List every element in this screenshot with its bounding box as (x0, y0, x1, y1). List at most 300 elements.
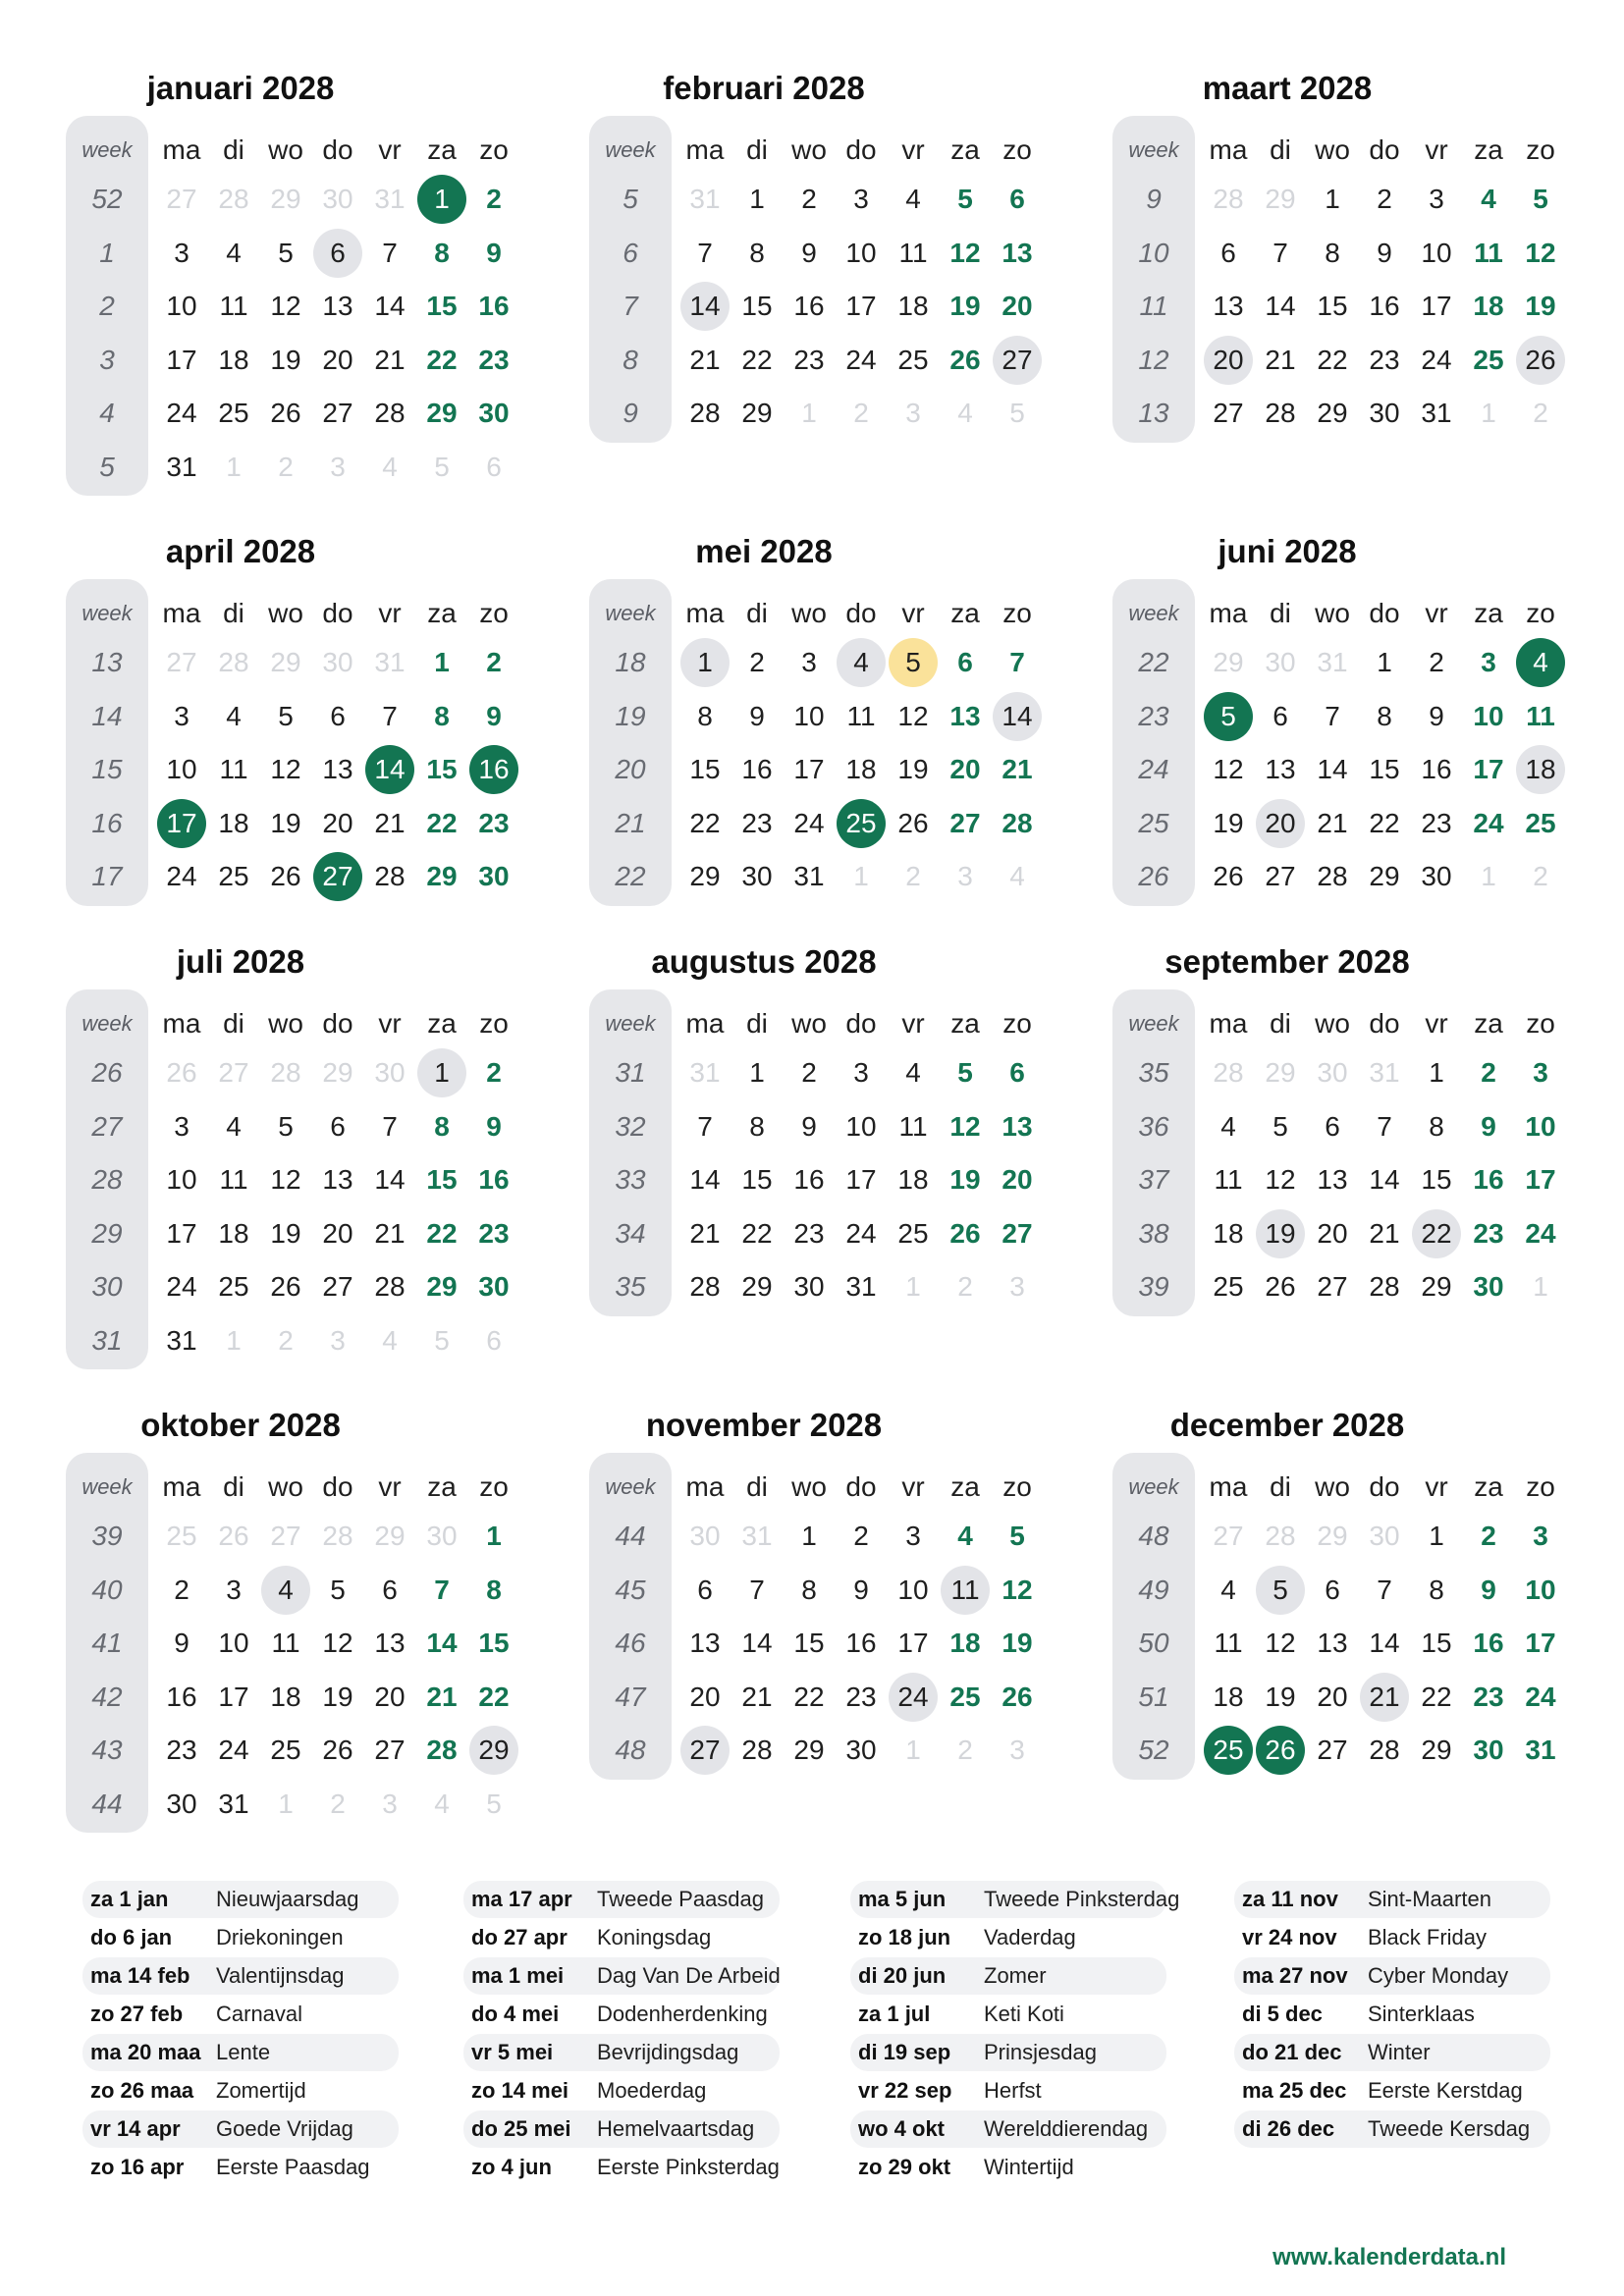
day-cell: 19 (949, 1164, 981, 1195)
day-cell: 26 (1265, 1271, 1296, 1302)
day-cell: 3 (1533, 1057, 1548, 1088)
week-number: 35 (615, 1271, 646, 1302)
highlighted-day: 1 (417, 175, 466, 224)
day-cell: 24 (1421, 344, 1452, 375)
adjacent-month-day: 1 (226, 1324, 242, 1356)
day-cell: 23 (1369, 344, 1400, 375)
week-number: 25 (1138, 807, 1169, 838)
day-cell: 9 (801, 237, 817, 268)
week-number: 49 (1138, 1574, 1169, 1605)
day-cell: 5 (1009, 1521, 1025, 1551)
day-cell: 26 (270, 861, 301, 891)
day-header: wo (268, 1008, 303, 1039)
holiday-row (1234, 2072, 1550, 2109)
day-cell: 4 (1481, 184, 1496, 214)
day-cell: 4 (226, 1110, 242, 1142)
day-cell: 27 (1317, 1735, 1348, 1765)
week-number: 5 (623, 184, 638, 214)
holiday-row (82, 2149, 399, 2186)
week-header: week (1128, 1474, 1179, 1499)
week-number: 24 (1138, 754, 1169, 784)
day-cell: 18 (270, 1681, 301, 1712)
day-cell: 18 (845, 754, 877, 784)
day-cell: 30 (478, 861, 510, 891)
day-cell: 29 (793, 1735, 825, 1765)
day-cell: 17 (166, 344, 197, 375)
day-cell: 16 (1473, 1628, 1504, 1658)
adjacent-month-day: 31 (689, 1057, 721, 1088)
day-header: vr (901, 1471, 925, 1502)
holiday-date: di 20 jun (858, 1963, 947, 1988)
day-cell: 4 (957, 1521, 973, 1551)
day-cell: 19 (270, 807, 301, 838)
day-cell: 11 (1214, 1628, 1243, 1658)
day-cell: 21 (741, 1681, 773, 1712)
highlighted-day: 26 (1516, 336, 1565, 385)
holiday-date: ma 27 nov (1242, 1963, 1348, 1988)
adjacent-month-day: 29 (322, 1057, 353, 1088)
day-cell: 6 (1009, 184, 1025, 214)
day-cell: 23 (478, 1217, 510, 1249)
day-cell: 4 (1220, 1574, 1236, 1605)
month-title: juli 2028 (176, 943, 305, 980)
week-number: 39 (1138, 1271, 1169, 1302)
holiday-date: wo 4 okt (858, 2116, 946, 2141)
day-cell: 18 (218, 1217, 249, 1249)
day-header: ma (685, 1008, 725, 1039)
holiday-row (463, 2072, 780, 2109)
holiday-date: ma 20 maa (90, 2040, 201, 2064)
day-cell: 1 (1429, 1521, 1444, 1551)
day-cell: 15 (1317, 291, 1348, 321)
holiday-row (463, 1957, 780, 1995)
week-number: 50 (1138, 1628, 1169, 1658)
day-header: vr (1425, 134, 1448, 165)
day-cell: 25 (1473, 344, 1504, 375)
day-cell: 30 (1473, 1271, 1504, 1302)
day-cell: 20 (322, 1217, 353, 1249)
day-header: ma (1209, 1008, 1248, 1039)
day-cell: 11 (219, 291, 248, 321)
day-cell: 28 (426, 1735, 458, 1765)
week-number: 37 (1138, 1164, 1169, 1195)
week-number: 52 (1138, 1735, 1169, 1765)
day-header: vr (378, 1008, 402, 1039)
day-cell: 1 (749, 1057, 765, 1088)
day-cell: 5 (957, 1057, 973, 1088)
day-header: vr (378, 598, 402, 628)
month-title: november 2028 (645, 1407, 883, 1443)
day-header: do (845, 134, 877, 165)
holiday-row (82, 2110, 399, 2148)
week-number: 29 (91, 1217, 123, 1249)
day-header: do (1369, 598, 1400, 628)
day-cell: 18 (218, 344, 249, 375)
day-cell: 30 (793, 1271, 825, 1302)
day-cell: 26 (322, 1735, 353, 1765)
adjacent-month-day: 29 (374, 1521, 406, 1551)
day-cell: 2 (1481, 1521, 1496, 1551)
day-cell: 18 (218, 807, 249, 838)
day-header: zo (1526, 1008, 1555, 1039)
day-cell: 26 (949, 344, 981, 375)
highlighted-day: 17 (157, 799, 206, 848)
day-cell: 12 (270, 1164, 301, 1195)
month-title: januari 2028 (146, 70, 335, 106)
day-cell: 28 (1369, 1735, 1400, 1765)
holiday-name: Zomer (984, 1963, 1047, 1988)
week-header: week (81, 137, 133, 162)
adjacent-month-day: 26 (166, 1057, 197, 1088)
day-header: do (322, 598, 353, 628)
adjacent-month-day: 27 (270, 1521, 301, 1551)
day-cell: 21 (689, 1217, 721, 1249)
day-cell: 1 (1429, 1057, 1444, 1088)
day-cell: 28 (1317, 861, 1348, 891)
adjacent-month-day: 29 (1265, 1057, 1296, 1088)
holiday-name: Sint-Maarten (1368, 1887, 1491, 1911)
day-cell: 6 (330, 1110, 346, 1142)
day-cell: 29 (1369, 861, 1400, 891)
highlighted-day: 27 (313, 852, 362, 901)
day-cell: 26 (1001, 1681, 1033, 1712)
day-cell: 23 (845, 1681, 877, 1712)
holiday-date: zo 18 jun (858, 1925, 951, 1949)
day-cell: 12 (949, 1110, 981, 1142)
adjacent-month-day: 29 (270, 184, 301, 214)
adjacent-month-day: 1 (853, 861, 869, 891)
week-number: 15 (91, 754, 123, 784)
day-cell: 25 (218, 398, 249, 428)
adjacent-month-day: 4 (1009, 861, 1025, 891)
day-cell: 30 (741, 861, 773, 891)
day-cell: 24 (793, 807, 825, 838)
day-cell: 13 (1317, 1164, 1348, 1195)
day-header: di (746, 598, 768, 628)
highlighted-day: 5 (889, 638, 938, 687)
day-cell: 17 (793, 754, 825, 784)
day-cell: 14 (741, 1628, 773, 1658)
holiday-column (850, 1881, 1180, 2187)
adjacent-month-day: 1 (801, 398, 817, 428)
day-cell: 12 (897, 700, 929, 731)
holiday-name: Tweede Paasdag (597, 1887, 765, 1911)
day-header: ma (162, 134, 201, 165)
day-header: ma (685, 134, 725, 165)
week-number: 9 (1146, 184, 1162, 214)
day-cell: 11 (1214, 1164, 1243, 1195)
day-cell: 10 (1525, 1574, 1556, 1605)
day-cell: 19 (322, 1681, 353, 1712)
adjacent-month-day: 28 (218, 647, 249, 677)
day-cell: 23 (741, 807, 773, 838)
holiday-row (1234, 1881, 1550, 1918)
holiday-name: Zomertijd (216, 2078, 306, 2103)
day-header: ma (162, 1471, 201, 1502)
highlighted-day: 1 (417, 1048, 466, 1097)
day-header: ma (685, 598, 725, 628)
adjacent-month-day: 28 (322, 1521, 353, 1551)
adjacent-month-day: 3 (957, 861, 973, 891)
day-header: di (1270, 134, 1291, 165)
highlighted-day: 4 (261, 1566, 310, 1615)
day-cell: 8 (801, 1574, 817, 1605)
day-cell: 26 (1213, 861, 1244, 891)
highlighted-day: 4 (1516, 638, 1565, 687)
highlighted-day: 21 (1360, 1673, 1409, 1722)
day-cell: 18 (897, 291, 929, 321)
day-cell: 2 (1377, 184, 1392, 214)
day-cell: 23 (478, 807, 510, 838)
day-cell: 26 (270, 398, 301, 428)
holiday-name: Werelddierendag (984, 2116, 1149, 2141)
adjacent-month-day: 27 (1213, 1521, 1244, 1551)
holiday-row (463, 2034, 780, 2071)
day-cell: 25 (1525, 807, 1556, 838)
day-header: di (746, 134, 768, 165)
day-cell: 2 (749, 647, 765, 677)
holiday-row (82, 2072, 399, 2109)
day-header: za (427, 598, 457, 628)
day-cell: 3 (226, 1574, 242, 1605)
adjacent-month-day: 27 (166, 647, 197, 677)
adjacent-month-day: 2 (853, 398, 869, 428)
week-number: 48 (1138, 1521, 1169, 1551)
day-cell: 15 (1421, 1628, 1452, 1658)
day-cell: 6 (1220, 237, 1236, 268)
day-cell: 15 (1369, 754, 1400, 784)
day-cell: 14 (1317, 754, 1348, 784)
adjacent-month-day: 3 (1009, 1735, 1025, 1765)
holiday-row (82, 1957, 399, 1995)
highlighted-day: 16 (469, 745, 518, 794)
day-cell: 10 (793, 700, 825, 731)
adjacent-month-day: 2 (1533, 398, 1548, 428)
holiday-date: ma 25 dec (1242, 2078, 1347, 2103)
day-cell: 21 (1369, 1217, 1400, 1249)
day-cell: 15 (426, 291, 458, 321)
adjacent-month-day: 31 (689, 184, 721, 214)
day-cell: 22 (426, 1217, 458, 1249)
week-number: 22 (615, 861, 646, 891)
day-cell: 7 (1009, 647, 1025, 677)
holiday-date: zo 16 apr (90, 2155, 185, 2179)
adjacent-month-day: 30 (322, 647, 353, 677)
week-number: 30 (91, 1271, 123, 1302)
week-number: 21 (615, 807, 646, 838)
adjacent-month-day: 31 (1369, 1057, 1400, 1088)
day-cell: 15 (741, 1164, 773, 1195)
day-cell: 28 (374, 398, 406, 428)
day-cell: 3 (905, 1521, 921, 1551)
day-cell: 15 (426, 754, 458, 784)
holiday-date: za 11 nov (1242, 1887, 1338, 1911)
week-number: 31 (615, 1057, 646, 1088)
day-cell: 6 (382, 1574, 398, 1605)
week-number: 39 (91, 1521, 123, 1551)
week-number: 47 (615, 1681, 646, 1712)
holiday-date: ma 1 mei (471, 1963, 565, 1988)
day-cell: 14 (689, 1164, 721, 1195)
day-cell: 30 (845, 1735, 877, 1765)
day-header: wo (791, 134, 827, 165)
adjacent-month-day: 1 (905, 1735, 921, 1765)
adjacent-month-day: 3 (1009, 1271, 1025, 1302)
day-cell: 29 (426, 398, 458, 428)
day-cell: 6 (1272, 700, 1288, 731)
holiday-date: zo 14 mei (471, 2078, 569, 2103)
day-cell: 20 (322, 807, 353, 838)
holiday-name: Black Friday (1368, 1925, 1488, 1949)
adjacent-month-day: 2 (957, 1735, 973, 1765)
holiday-date: ma 17 apr (471, 1887, 572, 1911)
day-cell: 31 (1525, 1735, 1556, 1765)
day-cell: 30 (478, 398, 510, 428)
day-header: do (1369, 134, 1400, 165)
day-cell: 29 (426, 1271, 458, 1302)
day-cell: 27 (1001, 1217, 1033, 1249)
week-header: week (1128, 137, 1179, 162)
day-cell: 28 (374, 861, 406, 891)
week-number: 16 (91, 807, 123, 838)
day-cell: 16 (793, 291, 825, 321)
holiday-name: Sinterklaas (1368, 2002, 1475, 2026)
day-cell: 12 (270, 291, 301, 321)
day-cell: 11 (898, 1110, 928, 1142)
adjacent-month-day: 30 (426, 1521, 458, 1551)
week-number: 8 (623, 344, 638, 375)
day-cell: 27 (322, 398, 353, 428)
holiday-row (850, 2149, 1166, 2186)
holiday-name: Nieuwjaarsdag (216, 1887, 359, 1911)
holiday-date: ma 14 feb (90, 1963, 190, 1988)
month-title: oktober 2028 (140, 1407, 341, 1443)
day-cell: 13 (1265, 754, 1296, 784)
day-cell: 23 (166, 1735, 197, 1765)
website-link[interactable]: www.kalenderdata.nl (1272, 2244, 1506, 2270)
day-cell: 12 (1001, 1574, 1033, 1605)
day-cell: 2 (853, 1521, 869, 1551)
week-header: week (605, 1011, 656, 1036)
day-header: ma (1209, 134, 1248, 165)
day-cell: 13 (1317, 1628, 1348, 1658)
highlighted-day: 14 (993, 692, 1042, 741)
day-cell: 3 (1481, 647, 1496, 677)
day-header: za (427, 1471, 457, 1502)
holiday-date: zo 27 feb (90, 2002, 184, 2026)
week-header: week (81, 601, 133, 625)
day-cell: 3 (853, 184, 869, 214)
day-cell: 30 (478, 1271, 510, 1302)
week-number: 11 (1139, 291, 1168, 321)
day-cell: 15 (426, 1164, 458, 1195)
adjacent-month-day: 2 (278, 1324, 294, 1356)
adjacent-month-day: 31 (1317, 647, 1348, 677)
adjacent-month-day: 4 (434, 1788, 450, 1819)
day-cell: 8 (1377, 700, 1392, 731)
adjacent-month-day: 27 (218, 1057, 249, 1088)
day-header: di (1270, 1471, 1291, 1502)
day-cell: 17 (1421, 291, 1452, 321)
week-number: 2 (99, 291, 115, 321)
day-header: di (223, 1008, 244, 1039)
day-cell: 31 (166, 451, 197, 482)
month-title: juni 2028 (1218, 533, 1357, 569)
month-title: september 2028 (1164, 943, 1410, 980)
day-header: wo (268, 1471, 303, 1502)
adjacent-month-day: 5 (1009, 398, 1025, 428)
holiday-name: Koningsdag (597, 1925, 712, 1949)
day-cell: 8 (697, 700, 713, 731)
day-cell: 2 (801, 1057, 817, 1088)
day-cell: 21 (426, 1681, 458, 1712)
day-cell: 15 (1421, 1164, 1452, 1195)
holiday-row (850, 1919, 1166, 1956)
highlighted-day: 19 (1256, 1209, 1305, 1258)
day-cell: 12 (949, 237, 981, 268)
week-number: 14 (91, 700, 123, 731)
day-cell: 8 (1325, 237, 1340, 268)
week-number: 19 (615, 700, 646, 731)
day-cell: 30 (166, 1788, 197, 1819)
day-header: ma (1209, 1471, 1248, 1502)
day-cell: 2 (486, 1057, 502, 1088)
day-cell: 5 (330, 1574, 346, 1605)
day-cell: 5 (957, 184, 973, 214)
holiday-date: zo 4 jun (471, 2155, 552, 2179)
day-cell: 2 (1481, 1057, 1496, 1088)
day-header: do (1369, 1008, 1400, 1039)
highlighted-day: 4 (837, 638, 886, 687)
day-cell: 15 (689, 754, 721, 784)
day-cell: 14 (1265, 291, 1296, 321)
holiday-name: Tweede Kersdag (1368, 2116, 1531, 2141)
adjacent-month-day: 30 (1265, 647, 1296, 677)
week-number: 33 (615, 1164, 646, 1195)
day-cell: 8 (434, 237, 450, 268)
day-cell: 28 (1001, 807, 1033, 838)
adjacent-month-day: 31 (741, 1521, 773, 1551)
highlighted-day: 14 (365, 745, 414, 794)
adjacent-month-day: 29 (1213, 647, 1244, 677)
day-cell: 21 (374, 1217, 406, 1249)
holiday-name: Tweede Pinksterdag (984, 1887, 1180, 1911)
day-cell: 17 (1473, 754, 1504, 784)
day-header: ma (162, 1008, 201, 1039)
day-cell: 21 (374, 807, 406, 838)
day-cell: 23 (478, 344, 510, 375)
day-cell: 21 (1265, 344, 1296, 375)
holiday-row (1234, 2034, 1550, 2071)
day-cell: 10 (166, 754, 197, 784)
day-header: di (1270, 1008, 1291, 1039)
holiday-date: za 1 jan (90, 1887, 169, 1911)
day-cell: 7 (382, 237, 398, 268)
holiday-name: Herfst (984, 2078, 1042, 2103)
day-cell: 14 (374, 1164, 406, 1195)
week-number: 48 (615, 1735, 646, 1765)
week-number: 7 (623, 291, 638, 321)
day-cell: 17 (1525, 1628, 1556, 1658)
day-cell: 11 (846, 700, 876, 731)
day-cell: 27 (1265, 861, 1296, 891)
holiday-row (82, 1919, 399, 1956)
holiday-date: di 5 dec (1242, 2002, 1323, 2026)
adjacent-month-day: 25 (166, 1521, 197, 1551)
day-cell: 25 (949, 1681, 981, 1712)
day-cell: 13 (689, 1628, 721, 1658)
highlighted-day: 26 (1256, 1726, 1305, 1775)
